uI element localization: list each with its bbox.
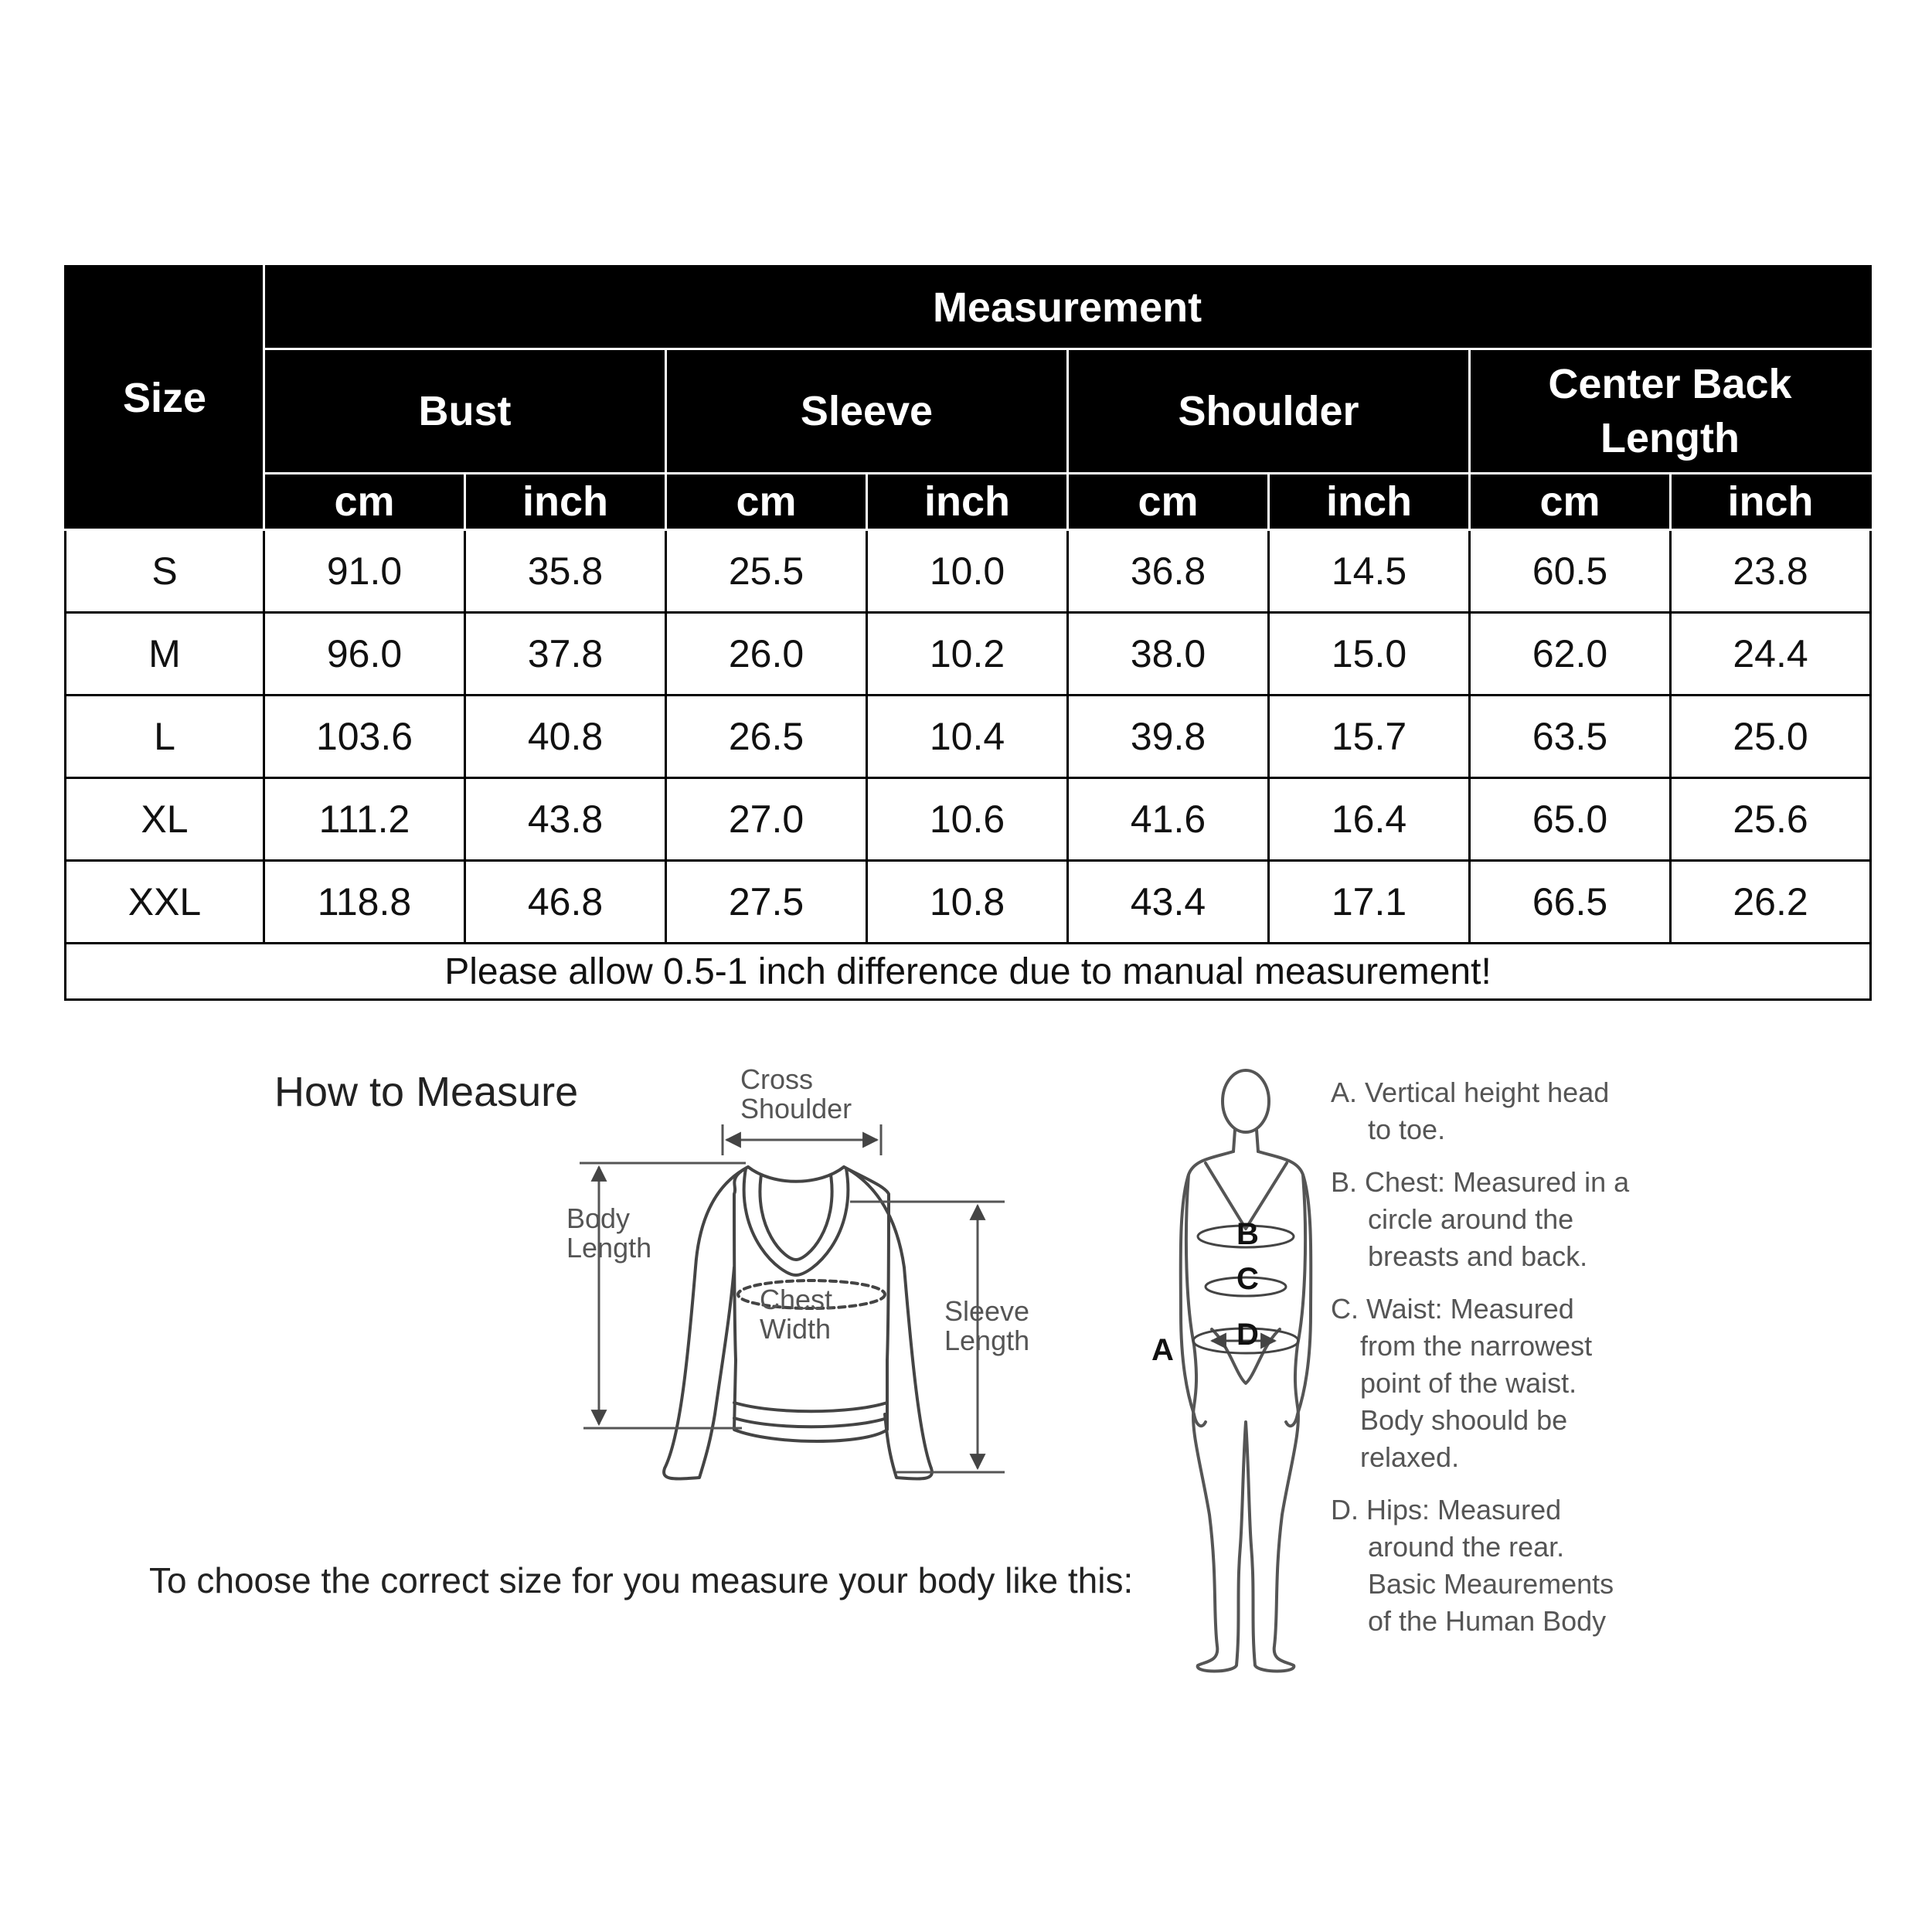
table-cell: 39.8 <box>1068 696 1269 778</box>
table-cell: 40.8 <box>465 696 666 778</box>
table-cell: 35.8 <box>465 530 666 613</box>
table-cell: 46.8 <box>465 861 666 944</box>
cross-shoulder-label: Cross Shoulder <box>740 1063 852 1124</box>
group-header-bust: Bust <box>264 349 666 474</box>
unit-header: cm <box>666 474 867 530</box>
table-cell: 23.8 <box>1671 530 1871 613</box>
body-letter-a: A <box>1151 1333 1174 1367</box>
body-letter-d: D <box>1236 1318 1259 1352</box>
table-cell: 26.5 <box>666 696 867 778</box>
sleeve-length-label: Sleeve Length <box>944 1295 1030 1356</box>
measurement-legend <box>1331 1074 1702 1655</box>
table-cell: 26.2 <box>1671 861 1871 944</box>
size-header: Size <box>66 267 264 530</box>
unit-header: cm <box>264 474 465 530</box>
legend-item-a: A. Vertical height head to toe. <box>1331 1077 1610 1145</box>
legend-item-d: D. Hips: Measured around the rear. Basic Meaurements of the Human Body <box>1331 1494 1614 1637</box>
unit-header: inch <box>867 474 1068 530</box>
table-cell: 10.0 <box>867 530 1068 613</box>
table-cell: 10.2 <box>867 613 1068 696</box>
table-cell: 16.4 <box>1269 778 1470 861</box>
table-cell: 15.0 <box>1269 613 1470 696</box>
legend-item-c: C. Waist: Measured from the narrowest point of the waist. Body shoould be relaxed. <box>1331 1293 1593 1473</box>
group-header-center-back-length: Center Back Length <box>1470 349 1871 474</box>
table-cell: 91.0 <box>264 530 465 613</box>
unit-header: cm <box>1068 474 1269 530</box>
measurement-header: Measurement <box>264 267 1871 349</box>
table-cell: 66.5 <box>1470 861 1671 944</box>
table-cell: 27.0 <box>666 778 867 861</box>
body-letter-c: C <box>1236 1262 1259 1296</box>
body-letter-b: B <box>1236 1217 1259 1251</box>
table-cell: 17.1 <box>1269 861 1470 944</box>
body-length-label: Body Length <box>566 1202 652 1264</box>
table-cell: 38.0 <box>1068 613 1269 696</box>
table-cell: 25.5 <box>666 530 867 613</box>
group-header-shoulder: Shoulder <box>1068 349 1470 474</box>
unit-header: inch <box>465 474 666 530</box>
table-cell: 25.0 <box>1671 696 1871 778</box>
table-cell: 10.6 <box>867 778 1068 861</box>
table-cell: 111.2 <box>264 778 465 861</box>
instruction-text: To choose the correct size for you measure your body like this: <box>149 1560 1134 1600</box>
table-cell: 37.8 <box>465 613 666 696</box>
table-cell: 43.4 <box>1068 861 1269 944</box>
table-cell: 15.7 <box>1269 696 1470 778</box>
table-cell: 25.6 <box>1671 778 1871 861</box>
size-cell: XXL <box>66 861 264 944</box>
table-cell: 60.5 <box>1470 530 1671 613</box>
table-cell: 24.4 <box>1671 613 1871 696</box>
table-cell: 43.8 <box>465 778 666 861</box>
table-cell: 65.0 <box>1470 778 1671 861</box>
table-cell: 36.8 <box>1068 530 1269 613</box>
table-cell: 118.8 <box>264 861 465 944</box>
measurement-note: Please allow 0.5-1 inch difference due to manual measurement! <box>66 944 1871 1000</box>
size-cell: S <box>66 530 264 613</box>
chest-width-label: Chest Width <box>760 1284 833 1345</box>
table-cell: 41.6 <box>1068 778 1269 861</box>
table-cell: 63.5 <box>1470 696 1671 778</box>
how-to-measure-title: How to Measure <box>274 1069 579 1115</box>
table-cell: 10.8 <box>867 861 1068 944</box>
size-cell: XL <box>66 778 264 861</box>
table-cell: 14.5 <box>1269 530 1470 613</box>
table-cell: 96.0 <box>264 613 465 696</box>
unit-header: inch <box>1671 474 1871 530</box>
table-cell: 10.4 <box>867 696 1068 778</box>
unit-header: inch <box>1269 474 1470 530</box>
size-cell: M <box>66 613 264 696</box>
table-cell: 26.0 <box>666 613 867 696</box>
legend-item-b: B. Chest: Measured in a circle around the breasts and back. <box>1331 1166 1630 1272</box>
table-cell: 103.6 <box>264 696 465 778</box>
body-figure <box>1181 1070 1311 1672</box>
unit-header: cm <box>1470 474 1671 530</box>
size-cell: L <box>66 696 264 778</box>
table-cell: 27.5 <box>666 861 867 944</box>
table-cell: 62.0 <box>1470 613 1671 696</box>
group-header-sleeve: Sleeve <box>666 349 1068 474</box>
